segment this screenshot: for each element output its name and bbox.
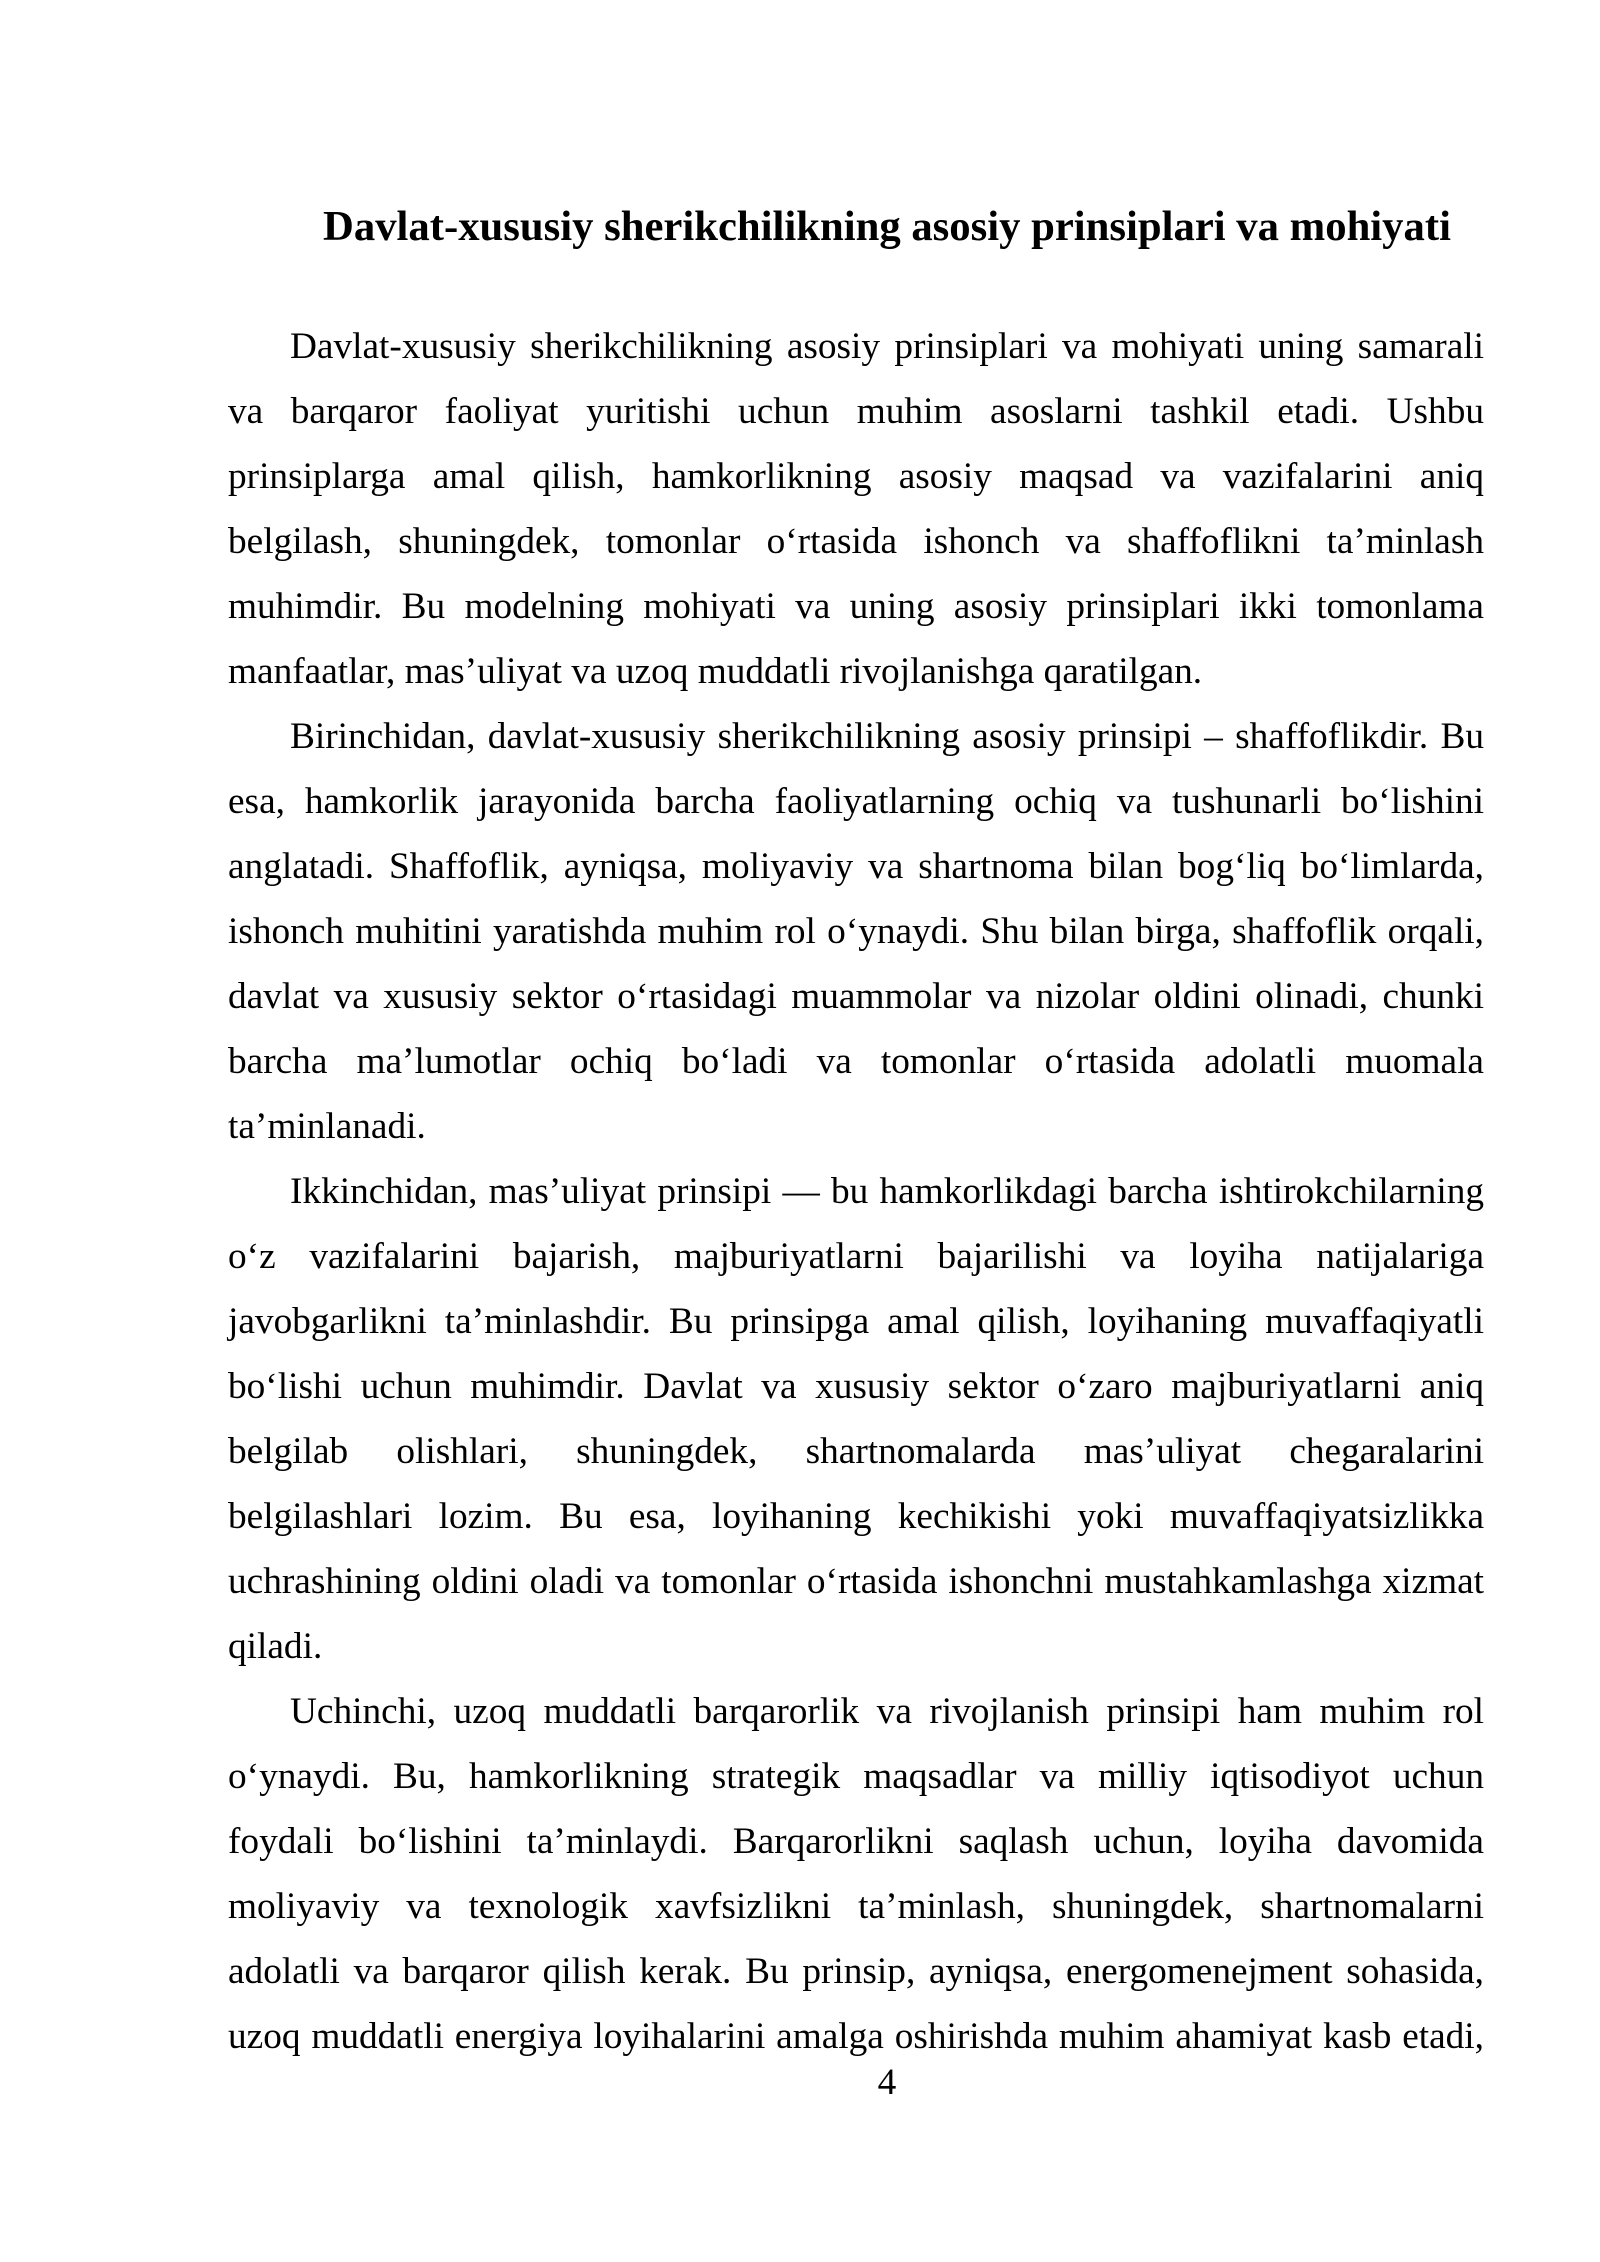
paragraph xyxy=(228,704,1484,1159)
text-line: belgilab olishlari, shuningdek, shartnomalarda mas’uliyat chegaralarini xyxy=(228,1431,1484,1472)
text-line: Birinchidan, davlat-xususiy sherikchilikning asosiy prinsipi – shaffoflikdir. Bu xyxy=(290,716,1484,757)
page-title: Davlat-xususiy sherikchilikning asosiy prinsiplari va mohiyati xyxy=(323,203,1451,250)
text-line: javobgarlikni ta’minlashdir. Bu prinsipga amal qilish, loyihaning muvaffaqiyatli xyxy=(228,1301,1484,1342)
text-line: bo‘lishi uchun muhimdir. Davlat va xususiy sektor o‘zaro majburiyatlarni aniq xyxy=(228,1366,1484,1407)
text-line: moliyaviy va texnologik xavfsizlikni ta’minlash, shuningdek, shartnomalarni xyxy=(228,1886,1484,1927)
text-line: Ikkinchidan, mas’uliyat prinsipi — bu hamkorlikdagi barcha ishtirokchilarning xyxy=(290,1171,1484,1212)
text-line: Davlat-xususiy sherikchilikning asosiy prinsiplari va mohiyati uning samarali xyxy=(290,326,1484,367)
text-line: foydali bo‘lishini ta’minlaydi. Barqarorlikni saqlash uchun, loyiha davomida xyxy=(228,1821,1484,1862)
body-text xyxy=(228,314,1484,2069)
text-line: esa, hamkorlik jarayonida barcha faoliyatlarning ochiq va tushunarli bo‘lishini xyxy=(228,781,1484,822)
text-line: qiladi. xyxy=(228,1626,323,1667)
text-line: barcha ma’lumotlar ochiq bo‘ladi va tomonlar o‘rtasida adolatli muomala xyxy=(228,1041,1484,1082)
paragraph xyxy=(228,1159,1484,1679)
text-line: ta’minlanadi. xyxy=(228,1106,426,1147)
text-line: va barqaror faoliyat yuritishi uchun muhim asoslarni tashkil etadi. Ushbu xyxy=(228,391,1484,432)
text-line: prinsiplarga amal qilish, hamkorlikning asosiy maqsad va vazifalarini aniq xyxy=(228,456,1484,497)
text-line: davlat va xususiy sektor o‘rtasidagi muammolar va nizolar oldini olinadi, chunki xyxy=(228,976,1484,1017)
paragraph xyxy=(228,314,1484,704)
text-line: belgilash, shuningdek, tomonlar o‘rtasida ishonch va shaffoflikni ta’minlash xyxy=(228,521,1484,562)
text-line: Uchinchi, uzoq muddatli barqarorlik va rivojlanish prinsipi ham muhim rol xyxy=(290,1691,1484,1732)
text-line: anglatadi. Shaffoflik, ayniqsa, moliyaviy va shartnoma bilan bog‘liq bo‘limlarda, xyxy=(228,846,1484,887)
text-line: o‘z vazifalarini bajarish, majburiyatlarni bajarilishi va loyiha natijalariga xyxy=(228,1236,1484,1277)
text-line: belgilashlari lozim. Bu esa, loyihaning kechikishi yoki muvaffaqiyatsizlikka xyxy=(228,1496,1484,1537)
text-line: muhimdir. Bu modelning mohiyati va uning asosiy prinsiplari ikki tomonlama xyxy=(228,586,1484,627)
text-line: adolatli va barqaror qilish kerak. Bu prinsip, ayniqsa, energomenejment sohasida, xyxy=(228,1951,1484,1992)
text-line: uzoq muddatli energiya loyihalarini amalga oshirishda muhim ahamiyat kasb etadi, xyxy=(228,2016,1484,2057)
text-line: manfaatlar, mas’uliyat va uzoq muddatli rivojlanishga qaratilgan. xyxy=(228,651,1203,692)
text-line: o‘ynaydi. Bu, hamkorlikning strategik maqsadlar va milliy iqtisodiyot uchun xyxy=(228,1756,1484,1797)
page-number: 4 xyxy=(877,2062,897,2103)
paragraph xyxy=(228,1679,1484,2069)
text-line: uchrashining oldini oladi va tomonlar o‘rtasida ishonchni mustahkamlashga xizmat xyxy=(228,1561,1484,1602)
text-line: ishonch muhitini yaratishda muhim rol o‘ynaydi. Shu bilan birga, shaffoflik orqali, xyxy=(228,911,1484,952)
